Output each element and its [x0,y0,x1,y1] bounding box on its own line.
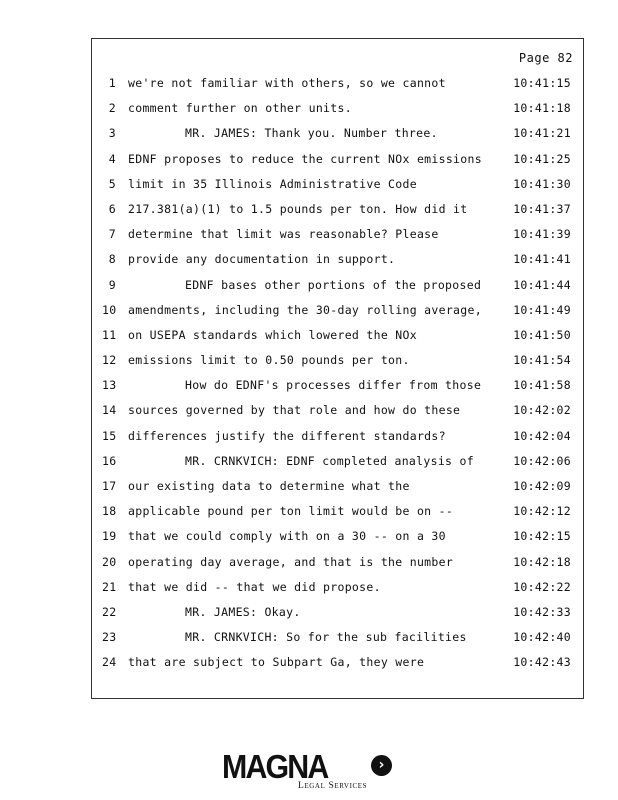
timestamp: 10:42:40 [513,630,571,645]
line-number: 2 [108,101,116,116]
timestamp: 10:41:15 [513,76,571,90]
line-text: applicable pound per ton limit would be on -- [128,504,454,519]
line-text: EDNF bases other portions of the proposed [185,277,482,292]
timestamp: 10:42:12 [513,504,571,519]
line-text: comment further on other units. [128,101,352,116]
timestamp: 10:42:02 [513,403,571,418]
line-text: that we did -- that we did propose. [128,579,381,594]
line-number: 20 [102,554,117,569]
line-text: that are subject to Subpart Ga, they were [128,655,425,670]
line-text: MR. CRNKVICH: So for the sub facilities [185,630,467,645]
transcript-line [92,479,583,504]
line-number: 10 [102,302,117,317]
timestamp: 10:41:37 [513,201,571,216]
timestamp: 10:41:41 [513,252,571,267]
line-text: 217.381(a)(1) to 1.5 pounds per ton. How did it [128,201,468,216]
line-text: emissions limit to 0.50 pounds per ton. [128,353,410,368]
timestamp: 10:42:04 [513,428,571,443]
timestamp: 10:42:18 [513,554,571,569]
timestamp: 10:42:15 [513,529,571,544]
timestamp: 10:41:18 [513,101,571,116]
line-number: 22 [102,604,117,619]
line-number: 16 [102,453,117,468]
line-text: our existing data to determine what the [128,479,410,493]
page-number: Page 82 [518,51,573,65]
transcript-line [92,227,583,252]
transcript-line [92,429,583,454]
line-number: 18 [102,504,117,519]
logo-subtitle: Legal Services [298,781,368,791]
transcript-line [92,278,583,303]
timestamp: 10:41:21 [513,126,571,141]
logo-wordmark: MAGNA [222,748,328,785]
line-number: 19 [102,529,117,544]
line-number: 21 [102,579,117,594]
transcript-line [92,630,583,655]
line-number: 4 [108,151,116,166]
line-text: MR. JAMES: Okay. [185,604,301,619]
line-text: MR. JAMES: Thank you. Number three. [185,126,438,141]
line-number: 23 [102,630,117,645]
line-text: amendments, including the 30-day rolling average, [128,302,482,317]
magna-logo [222,748,398,792]
transcript-line [92,202,583,227]
logo-arrow-icon: › [371,755,392,776]
transcript-line [92,353,583,378]
transcript-line [92,101,583,126]
line-number: 24 [102,655,117,670]
timestamp: 10:42:22 [513,579,571,594]
transcript-line [92,655,583,680]
timestamp: 10:41:49 [513,302,571,317]
line-number: 8 [108,252,116,267]
timestamp: 10:41:25 [513,151,571,166]
line-text: that we could comply with on a 30 -- on a 30 [128,529,446,544]
timestamp: 10:41:50 [513,327,571,342]
transcript-line [92,403,583,428]
timestamp: 10:41:39 [513,227,571,242]
transcript-line [92,252,583,277]
timestamp: 10:42:43 [513,655,571,670]
line-text: EDNF proposes to reduce the current NOx emissions [128,151,482,166]
line-number: 13 [102,378,117,393]
transcript-lines [92,76,583,681]
transcript-line [92,177,583,202]
line-text: differences justify the different standards? [128,428,446,443]
timestamp: 10:41:58 [513,378,571,393]
timestamp: 10:41:54 [513,353,571,368]
line-text: operating day average, and that is the number [128,554,454,569]
transcript-line [92,504,583,529]
line-number: 14 [102,403,117,418]
line-text: How do EDNF's processes differ from those [185,378,482,393]
transcript-line [92,529,583,554]
line-text: provide any documentation in support. [128,252,396,267]
transcript-line [92,378,583,403]
transcript-line [92,454,583,479]
line-number: 11 [102,327,117,342]
transcript-line [92,328,583,353]
timestamp: 10:41:44 [513,277,571,292]
transcript-line [92,126,583,151]
line-text: determine that limit was reasonable? Please [128,227,439,242]
line-number: 17 [102,479,117,493]
line-number: 7 [108,227,116,242]
line-text: sources governed by that role and how do these [128,403,461,418]
line-text: MR. CRNKVICH: EDNF completed analysis of [185,453,474,468]
timestamp: 10:42:06 [513,453,571,468]
line-number: 15 [102,428,117,443]
transcript-line [92,303,583,328]
line-number: 12 [102,353,117,368]
transcript-line [92,605,583,630]
line-text: we're not familiar with others, so we cannot [128,76,446,90]
line-number: 3 [108,126,116,141]
line-number: 5 [108,176,116,191]
line-number: 6 [108,201,116,216]
timestamp: 10:42:33 [513,604,571,619]
timestamp: 10:41:30 [513,176,571,191]
transcript-line [92,76,583,101]
line-text: on USEPA standards which lowered the NOx [128,327,417,342]
transcript-line [92,555,583,580]
line-text: limit in 35 Illinois Administrative Code [128,176,417,191]
transcript-line [92,152,583,177]
transcript-page [91,38,584,699]
line-number: 1 [108,76,116,90]
transcript-line [92,580,583,605]
line-number: 9 [108,277,116,292]
timestamp: 10:42:09 [513,479,571,493]
